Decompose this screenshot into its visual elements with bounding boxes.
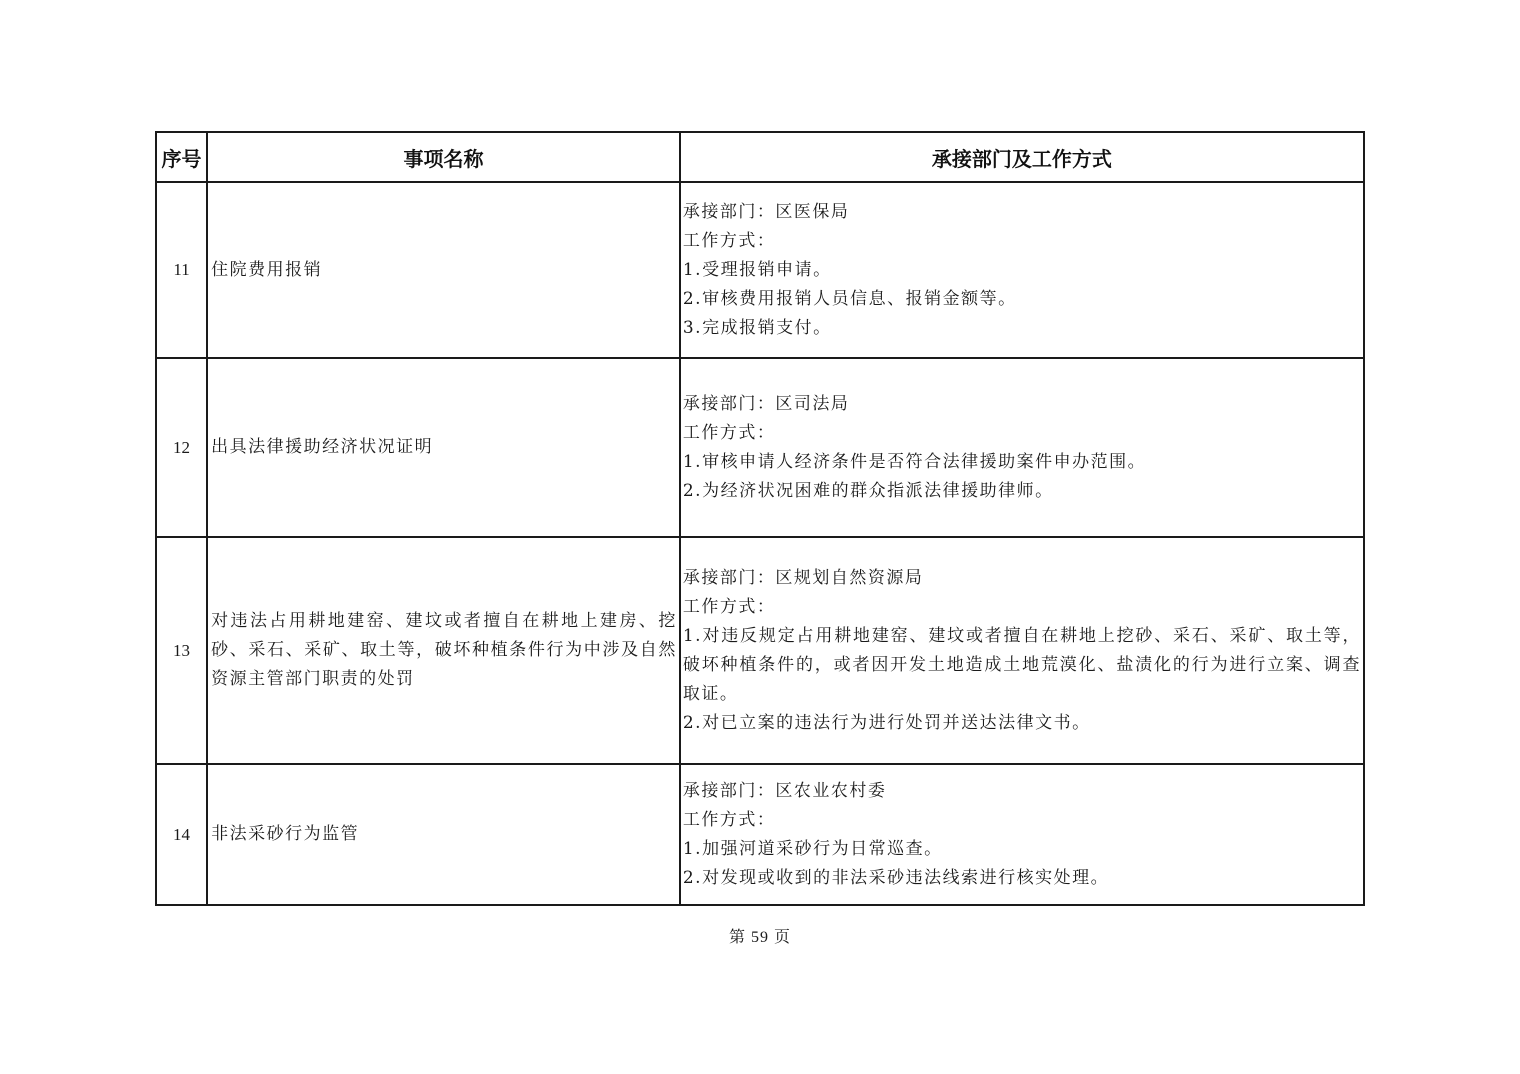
department-line: 承接部门：区医保局	[682, 201, 850, 222]
header-department-method: 承接部门及工作方式	[680, 132, 1364, 182]
method-step: 1.审核申请人经济条件是否符合法律援助案件申办范围。	[682, 451, 1147, 472]
method-label: 工作方式：	[682, 596, 776, 617]
header-serial-number: 序号	[156, 132, 207, 182]
method-step: 3.完成报销支付。	[682, 317, 832, 338]
table-row	[156, 764, 1364, 905]
row-item-name: 出具法律援助经济状况证明	[207, 358, 680, 537]
row-serial-number: 14	[156, 764, 207, 905]
row-serial-number: 13	[156, 537, 207, 764]
method-step: 1.对违反规定占用耕地建窑、建坟或者擅自在耕地上挖砂、采石、采矿、取土等，破坏种植条件的，或者因开发土地造成土地荒漠化、盐渍化的行为进行立案、调查取证。	[682, 625, 1361, 704]
row-serial-number: 12	[156, 358, 207, 537]
method-step: 2.对发现或收到的非法采砂违法线索进行核实处理。	[682, 867, 1110, 888]
row-serial-number: 11	[156, 182, 207, 358]
method-step: 2.为经济状况困难的群众指派法律援助律师。	[682, 480, 1054, 501]
method-step: 2.审核费用报销人员信息、报销金额等。	[682, 288, 1017, 309]
table-header-row	[156, 132, 1364, 182]
table-row	[156, 182, 1364, 358]
table-row	[156, 358, 1364, 537]
method-label: 工作方式：	[682, 422, 776, 443]
row-item-name: 非法采砂行为监管	[207, 764, 680, 905]
department-line: 承接部门：区农业农村委	[682, 780, 887, 801]
row-item-name: 住院费用报销	[207, 182, 680, 358]
method-label: 工作方式：	[682, 809, 776, 830]
department-line: 承接部门：区规划自然资源局	[682, 567, 924, 588]
page-number: 第 59 页	[728, 929, 791, 946]
items-table	[155, 131, 1365, 906]
row-department-method	[680, 358, 1364, 537]
row-department-method	[680, 182, 1364, 358]
table-row	[156, 537, 1364, 764]
method-step: 1.受理报销申请。	[682, 259, 832, 280]
header-item-name: 事项名称	[207, 132, 680, 182]
method-label: 工作方式：	[682, 230, 776, 251]
row-department-method	[680, 537, 1364, 764]
method-step: 2.对已立案的违法行为进行处罚并送达法律文书。	[682, 712, 1091, 733]
row-item-name: 对违法占用耕地建窑、建坟或者擅自在耕地上建房、挖砂、采石、采矿、取土等，破坏种植条件行为中涉及自然资源主管部门职责的处罚	[207, 537, 680, 764]
row-department-method	[680, 764, 1364, 905]
method-step: 1.加强河道采砂行为日常巡查。	[682, 838, 943, 859]
department-line: 承接部门：区司法局	[682, 393, 850, 414]
